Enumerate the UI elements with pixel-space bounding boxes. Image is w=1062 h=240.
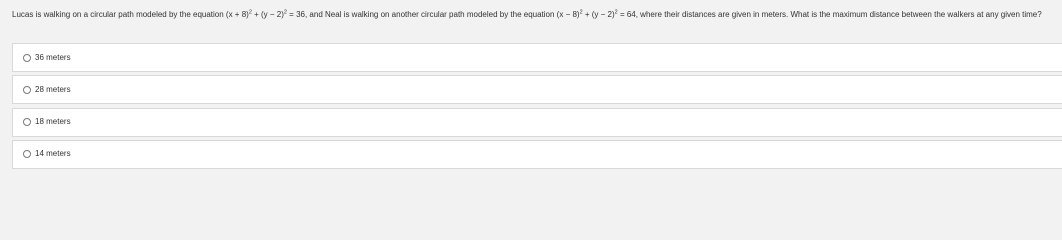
exponent: 2 (579, 9, 583, 16)
answer-option-label: 14 meters (35, 149, 71, 159)
answer-option-label: 18 meters (35, 117, 71, 127)
answer-option-2[interactable] (12, 75, 1062, 104)
exponent: 2 (614, 9, 618, 16)
question-text-segment: + (y − 2) (582, 10, 615, 19)
question-text-segment: + (y − 2) (251, 10, 284, 19)
radio-button-3[interactable] (23, 118, 31, 126)
radio-button-2[interactable] (23, 86, 31, 94)
question-text-segment: Lucas is walking on a circular path modeled by the equation (x + 8) (12, 10, 249, 19)
answer-option-label: 28 meters (35, 84, 71, 94)
radio-button-4[interactable] (23, 150, 31, 158)
answer-option-3[interactable] (12, 108, 1062, 137)
question-text-segment: = 64, where their distances are given in meters. What is the maximum distance between the walkers at any given time? (617, 10, 1042, 19)
exponent: 2 (283, 9, 287, 16)
answer-options (12, 43, 1062, 172)
answer-option-4[interactable] (12, 140, 1062, 169)
answer-option-1[interactable] (12, 43, 1062, 72)
radio-button-1[interactable] (23, 54, 31, 62)
answer-option-label: 36 meters (35, 52, 71, 62)
question-text (12, 8, 1057, 21)
exponent: 2 (248, 9, 252, 16)
question-text-segment: = 36, and Neal is walking on another circular path modeled by the equation (x − 8) (286, 10, 580, 19)
